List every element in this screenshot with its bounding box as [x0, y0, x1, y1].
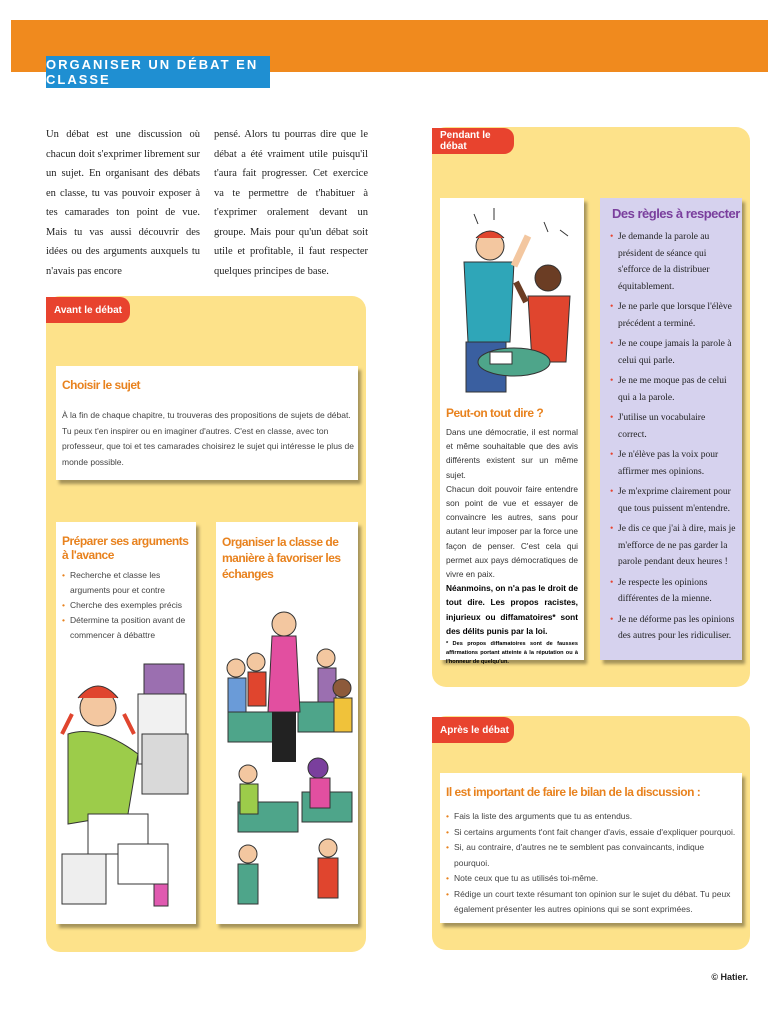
list-item: • Je n'élève pas la voix pour affirmer mes opinions. — [610, 447, 736, 480]
tag-apres: Après le débat — [432, 717, 514, 743]
card-organiser — [216, 522, 358, 924]
regles-list — [600, 229, 742, 645]
regles-title: Des règles à respecter — [612, 206, 740, 221]
list-item: • Détermine ta position avant de commencer à débattre — [62, 613, 186, 643]
organiser-title: Organiser la classe de manière à favoriser les échanges — [222, 535, 341, 581]
illustration-classroom — [218, 592, 356, 920]
peut-on-bold: Néanmoins, on n'a pas le droit de tout dire. Les propos racistes, injurieux ou diffamatoires* sont des délits punis par la loi. — [446, 583, 578, 636]
list-item: • Note ceux que tu as utilisés toi-même. — [446, 871, 736, 887]
list-item: • Cherche des exemples précis — [62, 598, 186, 613]
peut-on-p2: Chacun doit pouvoir faire entendre son point de vue et essayer de convaincre les autres, sans pour autant leur imposer par la force une façon de penser. C'est cela qui permet aux pays démocratiques de vivre en paix. — [446, 483, 578, 580]
intro-col-2: pensé. Alors tu pourras dire que le débat a été vraiment utile puisqu'il t'aura fait progresser. Cet exercice va te permettre de t'habituer à t'exprimer oralement devant un groupe. Mais pour qu'un débat soit utile et profitable, il faut respecter quelques principes de base. — [214, 129, 368, 277]
list-item: • Je ne déforme pas les opinions des autres pour les ridiculiser. — [610, 612, 736, 645]
page-title-box — [46, 56, 270, 88]
list-item: • Fais la liste des arguments que tu as entendus. — [446, 809, 736, 825]
list-item: • Recherche et classe les arguments pour et contre — [62, 568, 186, 598]
preparer-title: Préparer ses arguments à l'avance — [62, 534, 189, 562]
card-preparer — [56, 522, 196, 924]
bilan-title: Il est important de faire le bilan de la discussion : — [446, 785, 701, 799]
illustration-student-studying — [58, 654, 194, 922]
page-title: ORGANISER UN DÉBAT EN CLASSE — [46, 57, 259, 87]
peut-on-note: * Des propos diffamatoires sont de fausses affirmations portant atteinte à la réputation ou à l'honneur de quelqu'un. — [446, 641, 578, 666]
list-item: • Rédige un court texte résumant ton opinion sur le sujet du débat. Tu peux également présenter les autres opinions qui se sont exprimées. — [446, 887, 736, 918]
choisir-title: Choisir le sujet — [62, 378, 141, 392]
list-item: • Si, au contraire, d'autres ne te semblent pas convaincants, indique pourquoi. — [446, 840, 736, 871]
tag-pendant: Pendant le débat — [432, 128, 514, 154]
list-item: • Je ne coupe jamais la parole à celui qui parle. — [610, 336, 736, 369]
card-bilan — [440, 773, 742, 923]
copyright: © Hatier. — [711, 972, 748, 982]
card-peut-on-tout-dire — [440, 198, 584, 666]
preparer-list — [62, 568, 186, 643]
list-item: • Je ne parle que lorsque l'élève précédent a terminé. — [610, 299, 736, 332]
choisir-text: À la fin de chaque chapitre, tu trouveras des propositions de sujets de débat. Tu peux t'en inspirer ou en imaginer d'autres. C'est en classe, avec ton professeur, que toi et tes camarades choisirez le sujet qui intéresse le plus de monde possible. — [62, 410, 354, 467]
peut-on-body — [446, 425, 578, 667]
list-item: • Je ne me moque pas de celui qui a la parole. — [610, 373, 736, 406]
list-item: • Je dis ce que j'ai à dire, mais je m'efforce de ne pas garder la parole pendant deux heures ! — [610, 521, 736, 571]
list-item: • Je m'exprime clairement pour que tous puissent m'entendre. — [610, 484, 736, 517]
intro-col-1: Un débat est une discussion où chacun doit s'exprimer librement sur un sujet. En organisant des débats en classe, tu vas pouvoir exposer à tes camarades ton point de vue. Mais tu vas aussi découvrir des idées ou des arguments auxquels tu n'avais pas encore — [46, 129, 200, 277]
peut-on-p1: Dans une démocratie, il est normal et même souhaitable que des avis différents existent sur un même sujet. — [446, 427, 578, 480]
list-item: • Je demande la parole au président de séance qui s'efforce de la distribuer équitablement. — [610, 229, 736, 295]
bilan-list — [446, 809, 736, 918]
card-regles — [600, 198, 742, 660]
card-choisir-sujet — [56, 366, 358, 480]
list-item: • Si certains arguments t'ont fait changer d'avis, essaie d'expliquer pourquoi. — [446, 825, 736, 841]
illustration-argument — [444, 202, 580, 398]
list-item: • J'utilise un vocabulaire correct. — [610, 410, 736, 443]
tag-avant: Avant le débat — [46, 297, 130, 323]
peut-on-title: Peut-on tout dire ? — [446, 406, 544, 420]
list-item: • Je respecte les opinions différentes de la mienne. — [610, 575, 736, 608]
